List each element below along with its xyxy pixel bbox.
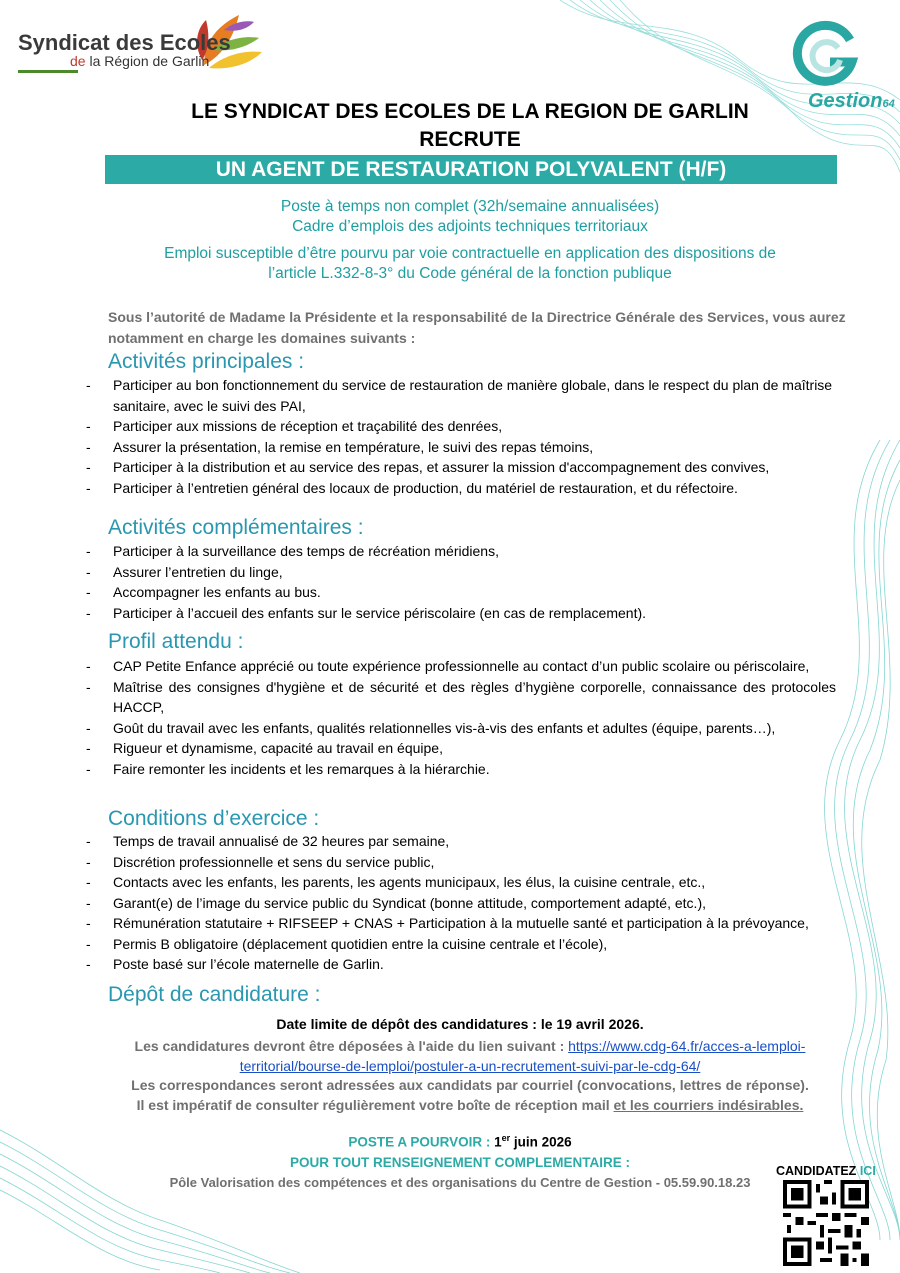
list-item: - Permis B obligatoire (déplacement quotidien entre la cuisine centrale et l’école), (86, 934, 856, 955)
section-title-principales: Activités principales : (108, 350, 305, 373)
gestion-logo-suffix: 64 (882, 98, 895, 110)
list-item: - Participer au bon fonctionnement du service de restauration de manière globale, dans le respect du plan de maîtrise sanitaire, avec le suivi des PAI, (86, 375, 846, 416)
page-title-line2: RECRUTE (419, 128, 521, 151)
list-item: - Participer à l’entretien général des locaux de production, du matériel de restauration, et du réfectoire. (86, 478, 846, 499)
list-item: - Assurer l’entretien du linge, (86, 562, 846, 583)
imperatif-underlined: et les courriers indésirables. (613, 1097, 804, 1113)
candidatez-label (776, 1164, 876, 1178)
candidatez-text: CANDIDATEZ (776, 1164, 857, 1178)
list-item: - Garant(e) de l’image du service public du Syndicat (bonne attitude, comportement adapté, etc.), (86, 893, 856, 914)
list-item: - Participer à l’accueil des enfants sur le service périscolaire (en cas de remplacement). (86, 603, 846, 624)
list-principales (86, 375, 846, 498)
list-item: - Rémunération statutaire + RIFSEEP + CNAS + Participation à la mutuelle santé et participation à la prévoyance, (86, 913, 856, 934)
cadre-info: Cadre d’emplois des adjoints techniques territoriaux (292, 218, 648, 235)
list-item: - Accompagner les enfants au bus. (86, 582, 846, 603)
list-item: - Participer à la surveillance des temps de récréation méridiens, (86, 541, 846, 562)
qr-code-icon[interactable] (783, 1180, 869, 1266)
job-title-banner: UN AGENT DE RESTAURATION POLYVALENT (H/F) (105, 155, 837, 184)
emploi-info-line1: Emploi susceptible d’être pourvu par voie contractuelle en application des dispositions de (164, 245, 776, 262)
syndicat-logo-title: Syndicat des Ecoles (18, 30, 231, 55)
poste-a-pourvoir-sup: er (501, 1133, 511, 1143)
candidature-link-line2: territorial/bourse-de-lemploi/postuler-a-un-recrutement-suivi-par-le-cdg-64/ (239, 1058, 701, 1074)
renseignement-heading: POUR TOUT RENSEIGNEMENT COMPLEMENTAIRE : (289, 1155, 630, 1170)
list-item: - Participer aux missions de réception et traçabilité des denrées, (86, 416, 846, 437)
syndicat-logo-subtitle (70, 53, 209, 69)
list-item: - Faire remonter les incidents et les remarques à la hiérarchie. (86, 759, 836, 780)
candidature-link-line1: https://www.cdg-64.fr/acces-a-lemploi- (568, 1038, 806, 1054)
poste-a-pourvoir-label: POSTE A POURVOIR : (348, 1134, 491, 1150)
correspondances-text: Les correspondances seront adressées aux candidats par courriel (convocations, lettres de réponse). (131, 1077, 809, 1093)
syndicat-logo-region: la Région de Garlin (89, 53, 210, 69)
list-item: - Contacts avec les enfants, les parents, les agents municipaux, les élus, la cuisine centrale, etc., (86, 872, 856, 893)
imperatif-text (0, 1097, 900, 1113)
list-item: - Assurer la présentation, la remise en température, le suivi des repas témoins, (86, 437, 846, 458)
section-title-profil: Profil attendu : (108, 630, 244, 653)
poste-a-pourvoir-day: 1 (494, 1134, 502, 1150)
pole-contact: Pôle Valorisation des compétences et des organisations du Centre de Gestion - 05.59.90.18.23 (169, 1175, 751, 1190)
syndicat-logo (14, 10, 264, 80)
candidatez-ici: ICI (859, 1164, 876, 1178)
list-item: - Goût du travail avec les enfants, qualités relationnelles vis-à-vis des enfants et adultes (équipe, parents…), (86, 718, 836, 739)
candidature-link-intro: Les candidatures devront être déposées à l'aide du lien suivant : (134, 1038, 565, 1054)
section-title-depot: Dépôt de candidature : (108, 983, 321, 1006)
section-title-complementaires: Activités complémentaires : (108, 516, 364, 539)
page-title-line1: LE SYNDICAT DES ECOLES DE LA REGION DE GARLIN (191, 100, 749, 123)
list-complementaires (86, 541, 846, 623)
list-item: - Rigueur et dynamisme, capacité au travail en équipe, (86, 738, 836, 759)
intro-text: Sous l’autorité de Madame la Présidente et la responsabilité de la Directrice Générale des Services, vous aurez notamment en charge les domaines suivants : (108, 309, 846, 346)
list-item: - Temps de travail annualisé de 32 heures par semaine, (86, 831, 856, 852)
date-limite: Date limite de dépôt des candidatures : le 19 avril 2026. (276, 1016, 644, 1032)
poste-a-pourvoir-date: juin 2026 (513, 1134, 572, 1150)
list-profil (86, 656, 836, 779)
syndicat-logo-underline (18, 70, 78, 73)
imperatif-main: Il est impératif de consulter régulièrement votre boîte de réception mail (136, 1097, 610, 1113)
list-item: - Poste basé sur l’école maternelle de Garlin. (86, 954, 856, 975)
list-item: - Maîtrise des consignes d'hygiène et de sécurité et des règles d’hygiène corporelle, connaissance des protocoles HACCP, (86, 677, 836, 718)
section-title-conditions: Conditions d’exercice : (108, 807, 320, 830)
gestion-logo-name: Gestion (808, 90, 883, 112)
emploi-info-line2: l’article L.332-8-3° du Code général de la fonction publique (268, 265, 672, 282)
list-item: - CAP Petite Enfance apprécié ou toute expérience professionnelle au contact d’un public scolaire ou périscolaire, (86, 656, 836, 677)
candidature-link-paragraph (0, 1036, 900, 1076)
list-item: - Participer à la distribution et au service des repas, et assurer la mission d'accompagnement des convives, (86, 457, 846, 478)
syndicat-logo-de: de (70, 53, 86, 69)
poste-info: Poste à temps non complet (32h/semaine annualisées) (280, 198, 660, 215)
poste-a-pourvoir (0, 1133, 900, 1150)
gestion-g-icon (790, 20, 860, 90)
list-conditions (86, 831, 856, 975)
list-item: - Discrétion professionnelle et sens du service public, (86, 852, 856, 873)
